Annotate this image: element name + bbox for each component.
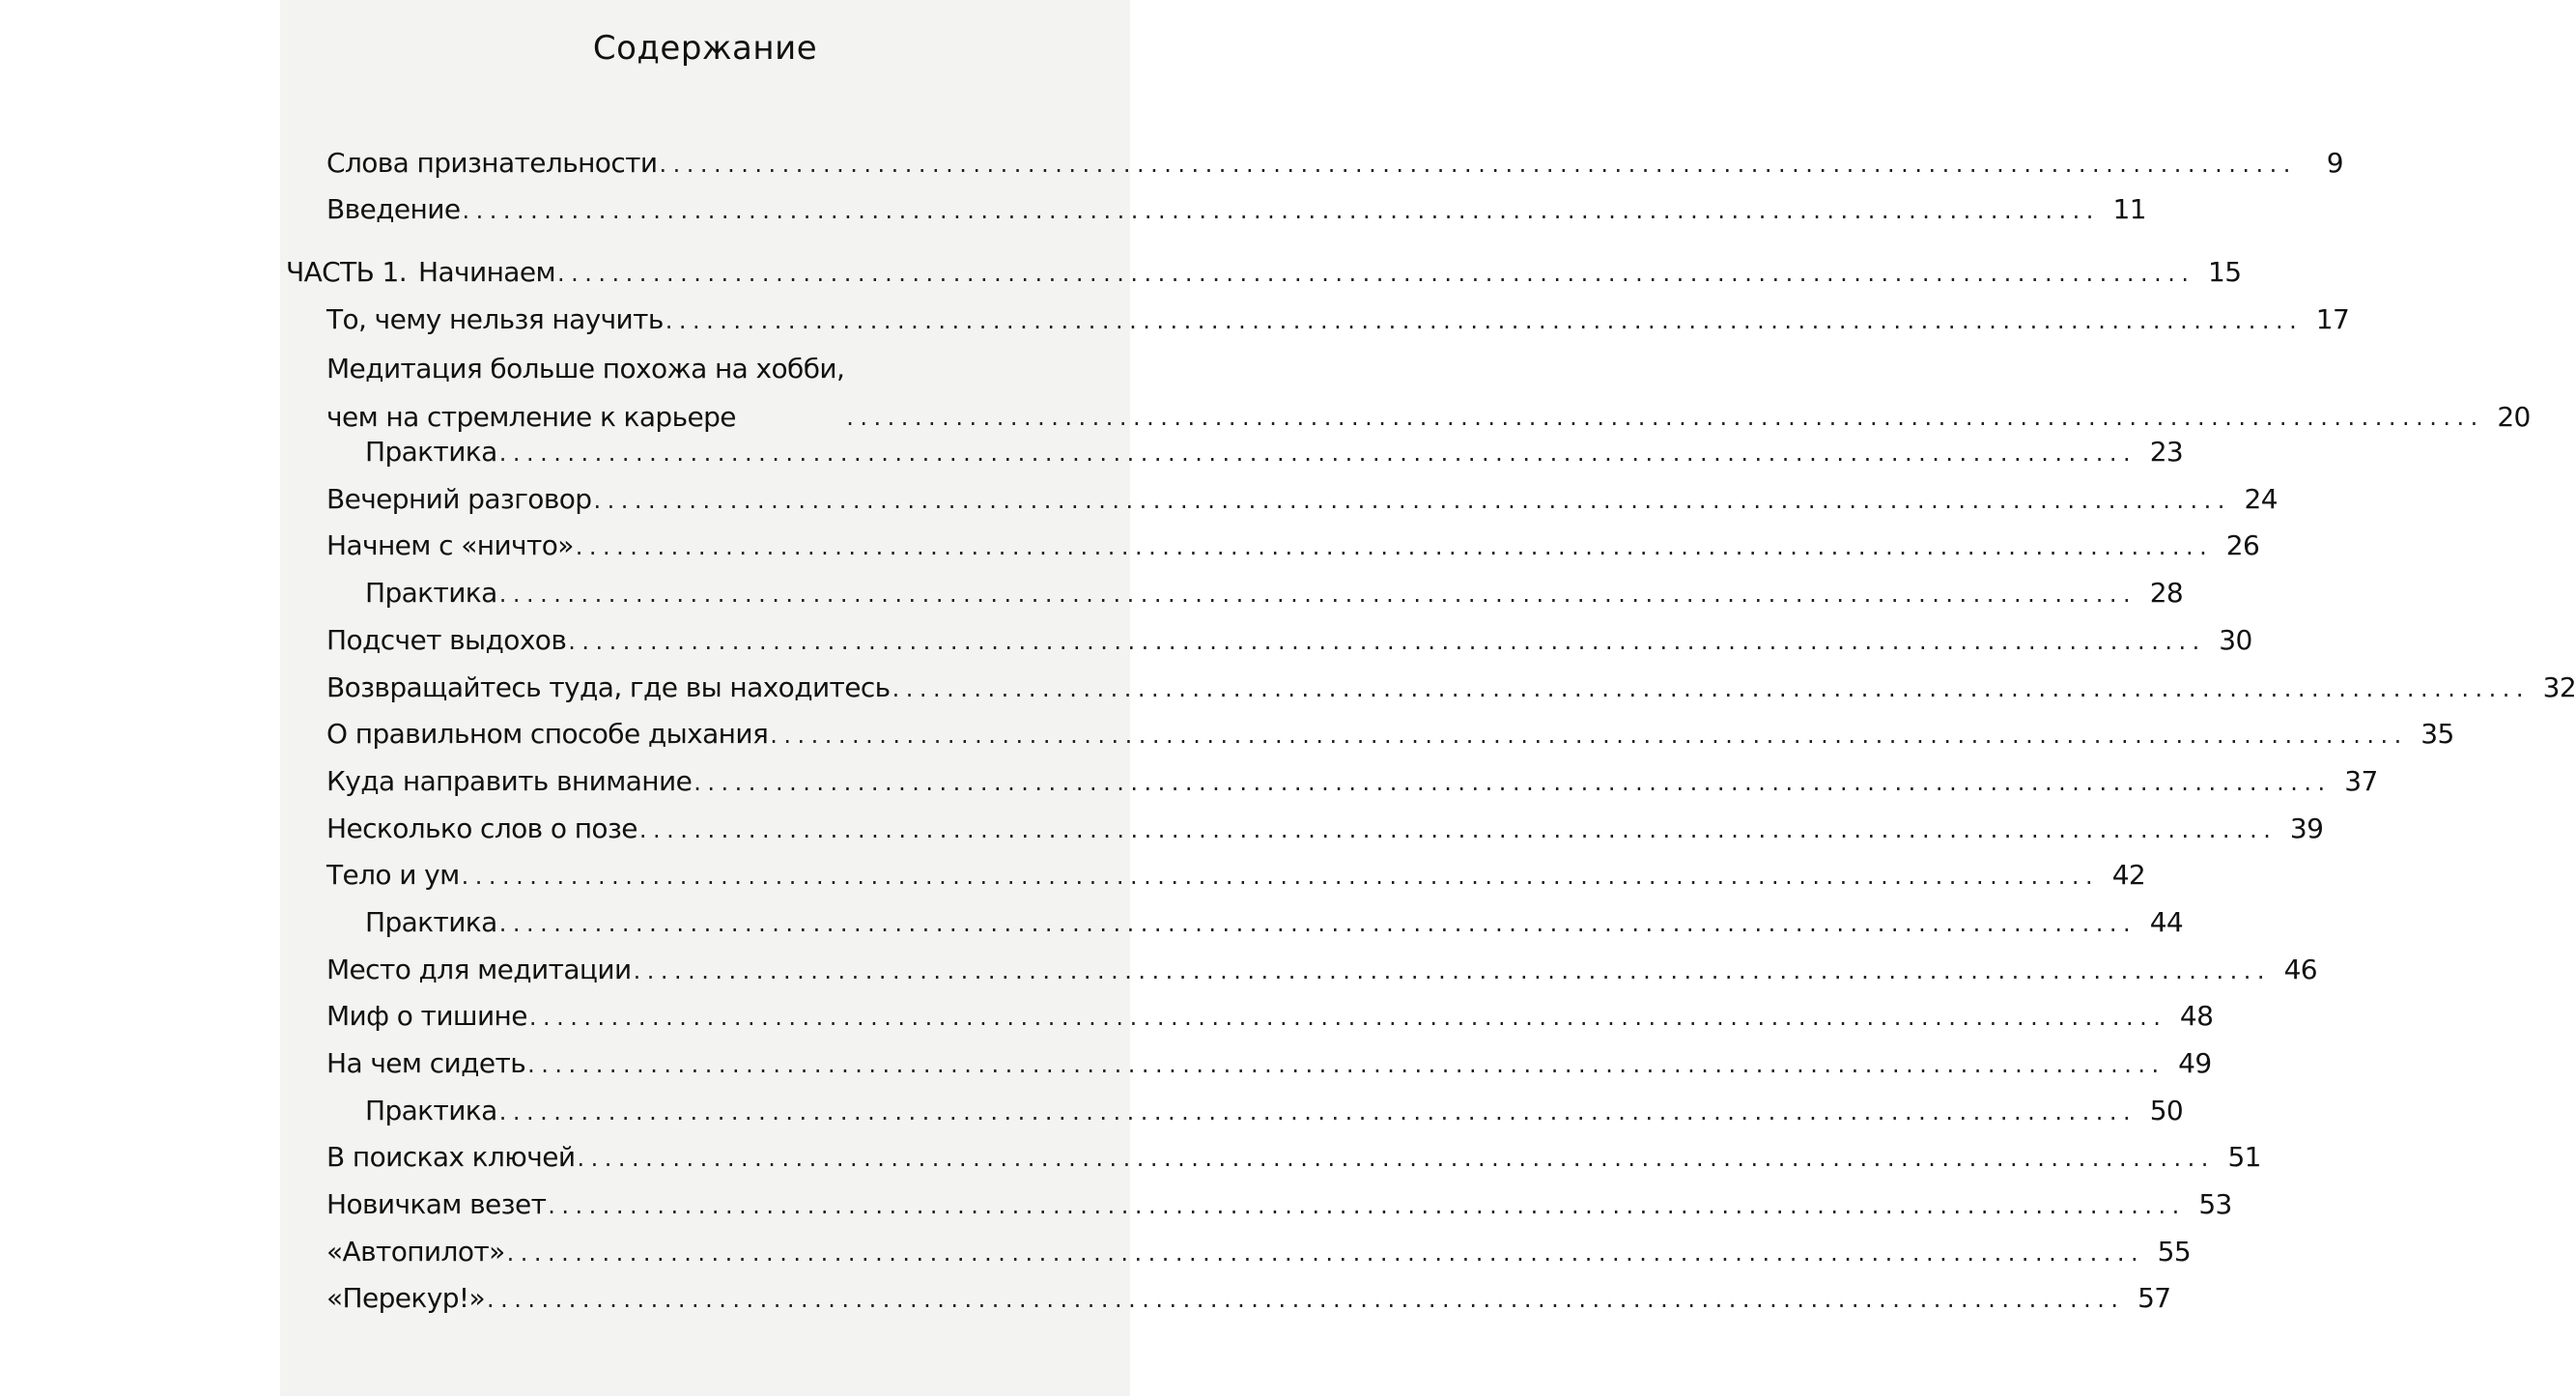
toc-entry-title: Несколько слов о позе (326, 812, 637, 844)
toc-entry-title: Практика (365, 436, 497, 468)
toc-entry-page: 46 (2283, 954, 2318, 985)
toc-entry-page: 28 (2149, 577, 2184, 609)
toc-entry (326, 623, 2252, 659)
dot-leader: ........................................................................................................................ (462, 197, 2100, 224)
toc-entry-page: 53 (2198, 1188, 2232, 1220)
toc-entry-page: 57 (2137, 1282, 2171, 1314)
dot-leader: ........................................................................................................................ (527, 1051, 2166, 1078)
toc-entry-title-line-2: чем на стремление к карьере (326, 401, 736, 433)
toc-entry-page: 11 (2112, 193, 2146, 225)
dot-leader: ........................................................................................................................ (498, 910, 2137, 937)
toc-entry (326, 1046, 2212, 1082)
toc-entry (326, 192, 2146, 228)
toc-entry (326, 146, 2343, 182)
toc-entry (326, 352, 2531, 435)
toc-entry (326, 528, 2260, 564)
toc-entry-title: Новичкам везет (326, 1188, 547, 1220)
dot-leader: ........................................................................................................................ (892, 675, 2531, 702)
toc-entry-page: 15 (2208, 256, 2242, 288)
toc-entry-title: Миф о тишине (326, 1000, 527, 1032)
toc-entry (326, 1187, 2232, 1223)
toc-entry-title-line-1: Медитация больше похожа на хобби, (326, 353, 845, 385)
toc-entry-title: Практика (365, 906, 497, 938)
toc-entry (326, 1281, 2171, 1317)
dot-leader: ........................................................................................................................ (487, 1286, 2125, 1313)
toc-entry (326, 764, 2378, 800)
toc-entry-title: Практика (365, 1095, 497, 1126)
toc-entry (326, 482, 2278, 518)
toc-entry (326, 670, 2576, 706)
toc-entry (326, 717, 2454, 753)
toc-entry-title: «Автопилот» (326, 1236, 505, 1268)
toc-entry-title: Слова признательности (326, 147, 658, 179)
dot-leader: ........................................................................................................................ (665, 307, 2304, 334)
dot-leader: ........................................................................................................................ (659, 151, 2297, 178)
toc-entry-title: Тело и ум (326, 859, 460, 891)
toc-part-title (286, 255, 555, 290)
toc-entry (326, 1235, 2192, 1270)
dot-leader: ........................................................................................................................ (461, 863, 2100, 890)
dot-leader: ........................................................................................................................ (506, 1239, 2145, 1267)
toc-entry-title: То, чему нельзя научить (326, 303, 664, 335)
toc-entry-page: 44 (2149, 906, 2184, 938)
toc-part-entry (286, 255, 2242, 291)
dot-leader: ........................................................................................................................ (577, 1145, 2215, 1172)
page-title: Содержание (592, 29, 818, 68)
toc-entry-page: 32 (2542, 671, 2576, 703)
toc-entry (326, 858, 2146, 894)
part-name: Начинаем (418, 256, 555, 288)
toc-entry-title: Введение (326, 193, 461, 225)
toc-entry-page: 30 (2219, 624, 2252, 656)
toc-entry-title: Куда направить внимание (326, 765, 693, 797)
dot-leader: ........................................................................................................................ (528, 1004, 2167, 1031)
dot-leader: ........................................................................................................................ (846, 404, 2484, 431)
toc-entry (326, 953, 2318, 988)
dot-leader: ........................................................................................................................ (568, 628, 2206, 655)
toc-entry-title: «Перекур!» (326, 1282, 486, 1314)
toc-entry-title: Возвращайтесь туда, где вы находитесь (326, 671, 891, 703)
toc-entry-page: 9 (2326, 147, 2343, 179)
toc-entry-title: На чем сидеть (326, 1047, 526, 1079)
toc-entry (326, 999, 2214, 1035)
toc-entry-page: 42 (2111, 859, 2146, 891)
toc-entry-page: 48 (2179, 1000, 2214, 1032)
dot-leader: ........................................................................................................................ (575, 533, 2214, 560)
toc-entry (326, 302, 2350, 338)
toc-entry (326, 812, 2324, 847)
part-label: ЧАСТЬ 1. (286, 256, 408, 288)
dot-leader: ........................................................................................................................ (498, 1098, 2137, 1125)
toc-entry (365, 576, 2184, 612)
toc-entry (365, 435, 2184, 470)
toc-entry (365, 905, 2184, 941)
dot-leader: ........................................................................................................................ (498, 440, 2137, 467)
toc-entry-page: 55 (2157, 1236, 2192, 1268)
dot-leader: ........................................................................................................................ (557, 260, 2195, 287)
toc-entry-title-multiline (326, 352, 844, 435)
dot-leader: ........................................................................................................................ (638, 816, 2278, 843)
toc-entry-title: Начнем с «ничто» (326, 529, 574, 561)
dot-leader: ........................................................................................................................ (593, 487, 2231, 514)
toc-entry-page: 35 (2420, 718, 2454, 750)
toc-entry-title: Вечерний разговор (326, 483, 592, 515)
toc-entry-page: 37 (2344, 765, 2378, 797)
dot-leader: ........................................................................................................................ (633, 957, 2272, 984)
toc-entry-page: 51 (2227, 1141, 2261, 1173)
toc-entry-page: 26 (2225, 529, 2260, 561)
table-of-contents (280, 0, 2576, 1396)
toc-entry-page: 17 (2315, 303, 2350, 335)
toc-entry-page: 24 (2244, 483, 2278, 515)
toc-entry-title: Место для медитации (326, 954, 632, 985)
toc-entry-title: В поисках ключей (326, 1141, 576, 1173)
dot-leader: ........................................................................................................................ (548, 1192, 2186, 1219)
dot-leader: ........................................................................................................................ (694, 769, 2332, 796)
toc-entry-title: О правильном способе дыхания (326, 718, 769, 750)
toc-entry-page: 23 (2149, 436, 2184, 468)
toc-entry-page: 49 (2178, 1047, 2212, 1079)
toc-entry (365, 1094, 2184, 1129)
dot-leader: ........................................................................................................................ (770, 722, 2408, 749)
toc-entry-title: Практика (365, 577, 497, 609)
toc-entry-title: Подсчет выдохов (326, 624, 567, 656)
toc-entry-page: 50 (2149, 1095, 2184, 1126)
toc-entry-page: 20 (2497, 401, 2531, 433)
toc-entry (326, 1140, 2261, 1176)
toc-entry-page: 39 (2289, 812, 2324, 844)
dot-leader: ........................................................................................................................ (498, 581, 2137, 608)
book-page (280, 0, 2576, 1396)
